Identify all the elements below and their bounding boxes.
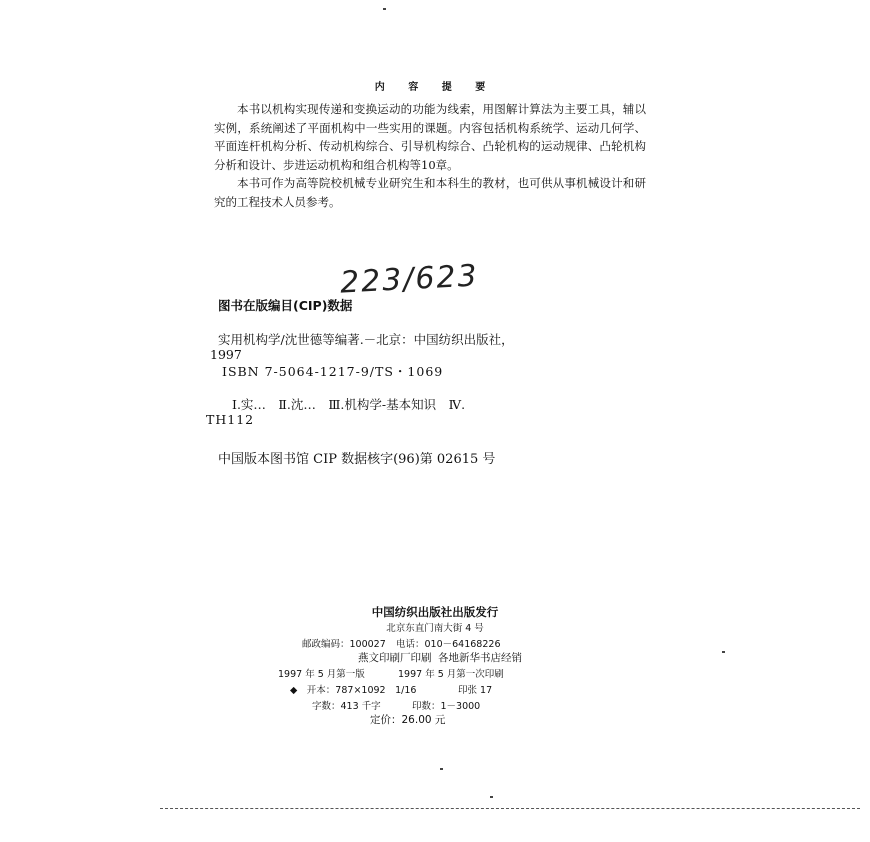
summary-body (214, 100, 646, 211)
cip-isbn-line: ISBN 7-5064-1217-9/TS・1069 (222, 364, 444, 379)
cip-record-number: 中国版本图书馆 CIP 数据核字(96)第 02615 号 (218, 452, 496, 467)
printed-sheets: 印张 17 (458, 685, 493, 696)
summary-paragraph-2: 本书可作为高等院校机械专业研究生和本科生的教材，也可供从事机械设计和研究的工程技术人员参考。 (214, 176, 646, 209)
scan-speck (490, 796, 493, 798)
phone: 电话：010－64168226 (396, 639, 501, 650)
publisher-address: 北京东直门南大街 4 号 (386, 623, 484, 634)
printer: 燕文印刷厂印刷 (358, 652, 432, 664)
print-run: 印数：1－3000 (412, 701, 481, 712)
edition: 1997 年 5 月第一版 (278, 669, 365, 680)
distributor: 各地新华书店经销 (438, 652, 522, 664)
impression: 1997 年 5 月第一次印刷 (398, 669, 504, 680)
cip-classification-line: TH112 (206, 412, 255, 427)
publisher: 中国纺织出版社出版发行 (371, 605, 499, 619)
cip-heading: 图书在版编目(CIP)数据 (218, 298, 353, 313)
summary-title: 内 容 提 要 (374, 82, 496, 93)
postcode: 邮政编码：100027 (302, 639, 386, 650)
cip-year-line: 1997 (210, 347, 242, 362)
summary-paragraph-1: 本书以机构实现传递和变换运动的功能为线索，用图解计算法为主要工具，辅以实例，系统阐述了平面机构中一些实用的课题。内容包括机构系统学、运动几何学、平面连杆机构分析、传动机构综合、引导机构综合、凸轮机构的运动规律、凸轮机构分析和设计、步进运动机构和组合机构等10章。 (214, 102, 646, 172)
handwritten-call-number: 223/623 (339, 258, 480, 301)
scan-edge-line (160, 808, 860, 809)
book-format: ◆ 开本：787×1092 1/16 (290, 685, 417, 696)
cip-subjects-line: Ⅰ.实… Ⅱ.沈… Ⅲ.机构学-基本知识 Ⅳ. (232, 397, 466, 412)
price: 定价：26.00 元 (370, 714, 446, 726)
cip-title-line: 实用机构学/沈世德等编著.－北京：中国纺织出版社， (218, 332, 514, 347)
scan-speck (722, 651, 725, 653)
scan-speck (440, 768, 443, 770)
scan-speck (383, 8, 386, 10)
word-count: 字数：413 千字 (312, 701, 381, 712)
